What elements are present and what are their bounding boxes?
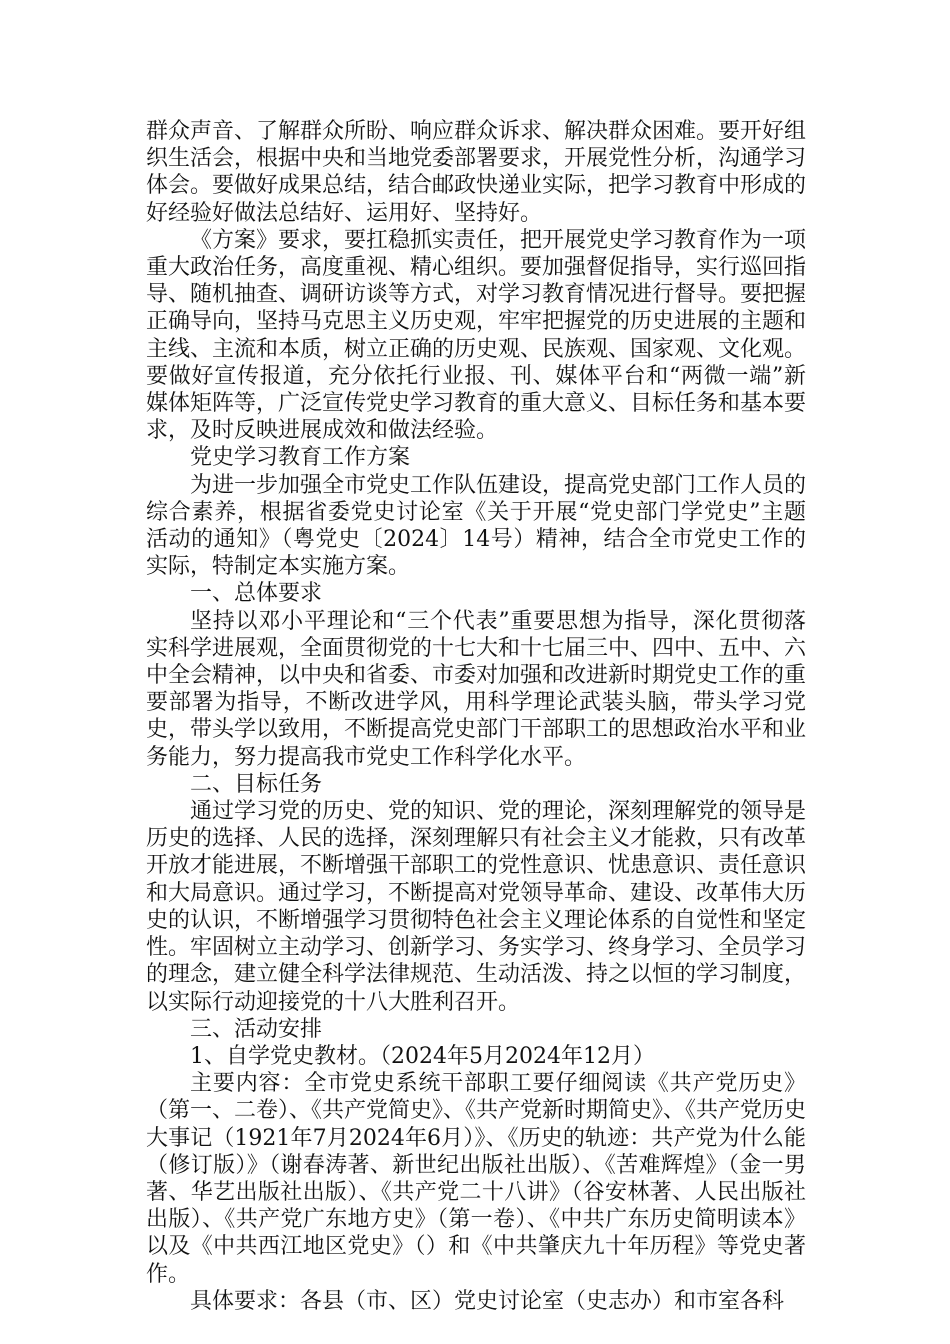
paragraph-4: 坚持以邓小平理论和“三个代表”重要思想为指导，深化贯彻落实科学进展观，全面贯彻党的十七大和十七届三中、四中、五中、六中全会精神，以中央和省委、市委对加强和改进新时期党史工作的重要部署为指导，不断改进学风，用科学理论武装头脑，带头学习党史，带头学以致用，不断提高党史部门干部职工的思想政治水平和业务能力，努力提高我市党史工作科学化水平。 (146, 608, 807, 770)
paragraph-7: 具体要求：各县（市、区）党史讨论室（史志办）和市室各科 (190, 1288, 785, 1314)
section-heading-3: 三、活动安排 (190, 1016, 323, 1042)
document-page (146, 118, 806, 1315)
paragraph-2: 《方案》要求，要扛稳抓实责任，把开展党史学习教育作为一项重大政治任务，高度重视、精心组织。要加强督促指导，实行巡回指导、随机抽查、调研访谈等方式，对学习教育情况进行督导。要把握正确导向，坚持马克思主义历史观，牢牢把握党的历史进展的主题和主线、主流和本质，树立正确的历史观、民族观、国家观、文化观。要做好宣传报道，充分依托行业报、刊、媒体平台和“两微一端”新媒体矩阵等，广泛宣传党史学习教育的重大意义、目标任务和基本要求，及时反映进展成效和做法经验。 (146, 227, 807, 444)
paragraph-1: 群众声音、了解群众所盼、响应群众诉求、解决群众困难。要开好组织生活会，根据中央和当地党委部署要求，开展党性分析，沟通学习体会。要做好成果总结，结合邮政快递业实际，把学习教育中形成的好经验好做法总结好、运用好、坚持好。 (146, 119, 807, 226)
paragraph-3: 为进一步加强全市党史工作队伍建设，提高党史部门工作人员的综合素养，根据省委党史讨论室《关于开展“党史部门学党史”主题活动的通知》（粤党史〔2024〕14号）精神，结合全市党史工作的实际，特制定本实施方案。 (146, 472, 807, 580)
paragraph-6: 主要内容：全市党史系统干部职工要仔细阅读《共产党历史》（第一、二卷）、《共产党简史》、《共产党新时期简史》、《共产党历史大事记（1921年7月2024年6月）》、《历史的轨迹：共产党为什么能（修订版）》（谢春涛著、新世纪出版社出版）、《苦难辉煌》（金一男著、华艺出版社出版）、《共产党二十八讲》（谷安林著、人民出版社出版）、《共产党广东地方史》（第一卷）、《中共广东历史简明读本》以及《中共西江地区党史》（）和《中共肇庆九十年历程》等党史著作。 (146, 1071, 807, 1287)
section-heading-1: 一、总体要求 (190, 581, 323, 607)
document-title: 党史学习教育工作方案 (190, 445, 411, 471)
section-heading-2: 二、目标任务 (190, 771, 323, 797)
subsection-heading-1: 1、自学党史教材。（2024年5月2024年12月） (190, 1043, 655, 1069)
paragraph-5: 通过学习党的历史、党的知识、党的理论，深刻理解党的领导是历史的选择、人民的选择，深刻理解只有社会主义才能救，只有改革开放才能进展，不断增强干部职工的党性意识、忧患意识、责任意识和大局意识。通过学习，不断提高对党领导革命、建设、改革伟大历史的认识，不断增强学习贯彻特色社会主义理论体系的自觉性和坚定性。牢固树立主动学习、创新学习、务实学习、终身学习、全员学习的理念，建立健全科学法律规范、生动活泼、持之以恒的学习制度，以实际行动迎接党的十八大胜利召开。 (146, 799, 807, 1015)
